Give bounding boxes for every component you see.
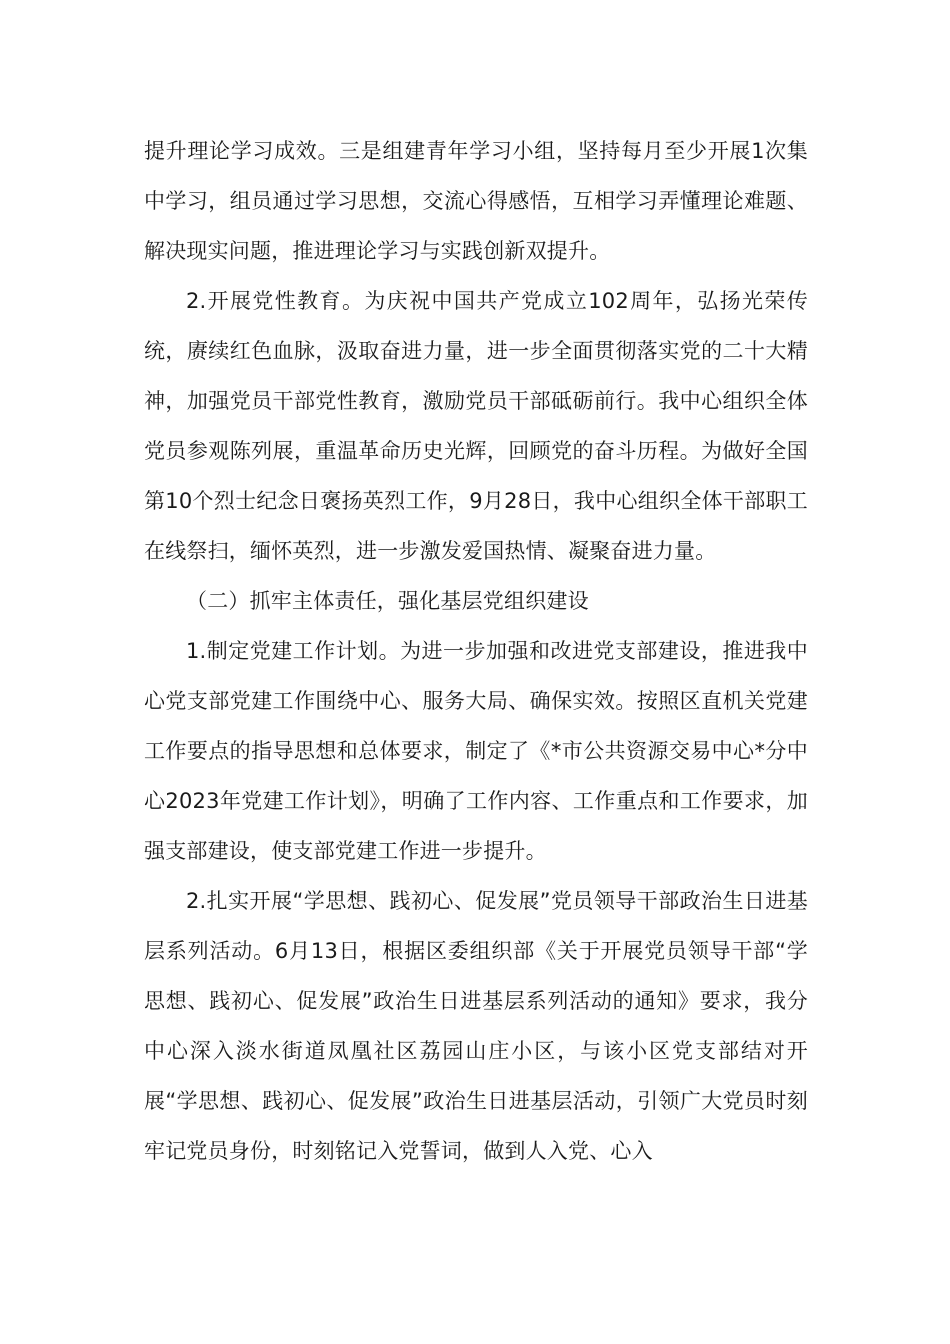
paragraph-work-plan: 1.制定党建工作计划。为进一步加强和改进党支部建设，推进我中心党支部党建工作围绕中心、服务大局、确保实效。按照区直机关党建工作要点的指导思想和总体要求，制定了《*市公共资源交易中心*分中心2023年党建工作计划》，明确了工作内容、工作重点和工作要求，加强支部建设，使支部党建工作进一步提升。 xyxy=(144,639,808,863)
paragraph-theory-study: 提升理论学习成效。三是组建青年学习小组，坚持每月至少开展1次集中学习，组员通过学习思想，交流心得感悟，互相学习弄懂理论难题、解决现实问题，推进理论学习与实践创新双提升。 xyxy=(144,139,808,263)
paragraph-party-education: 2.开展党性教育。为庆祝中国共产党成立102周年，弘扬光荣传统，赓续红色血脉，汲取奋进力量，进一步全面贯彻落实党的二十大精神，加强党员干部党性教育，激励党员干部砥砺前行。我中心组织全体党员参观陈列展，重温革命历史光辉，回顾党的奋斗历程。为做好全国第10个烈士纪念日褒扬英烈工作，9月28日，我中心组织全体干部职工在线祭扫，缅怀英烈，进一步激发爱国热情、凝聚奋进力量。 xyxy=(144,289,808,563)
paragraph-political-birthday: 2.扎实开展“学思想、践初心、促发展”党员领导干部政治生日进基层系列活动。6月13日，根据区委组织部《关于开展党员领导干部“学思想、践初心、促发展”政治生日进基层系列活动的通知》要求，我分中心深入淡水街道凤凰社区荔园山庄小区，与该小区党支部结对开展“学思想、践初心、促发展”政治生日进基层活动，引领广大党员时刻牢记党员身份，时刻铭记入党誓词，做到人入党、心入 xyxy=(144,889,808,1163)
document-body xyxy=(144,126,808,1176)
section-heading-2: （二）抓牢主体责任，强化基层党组织建设 xyxy=(186,589,589,613)
